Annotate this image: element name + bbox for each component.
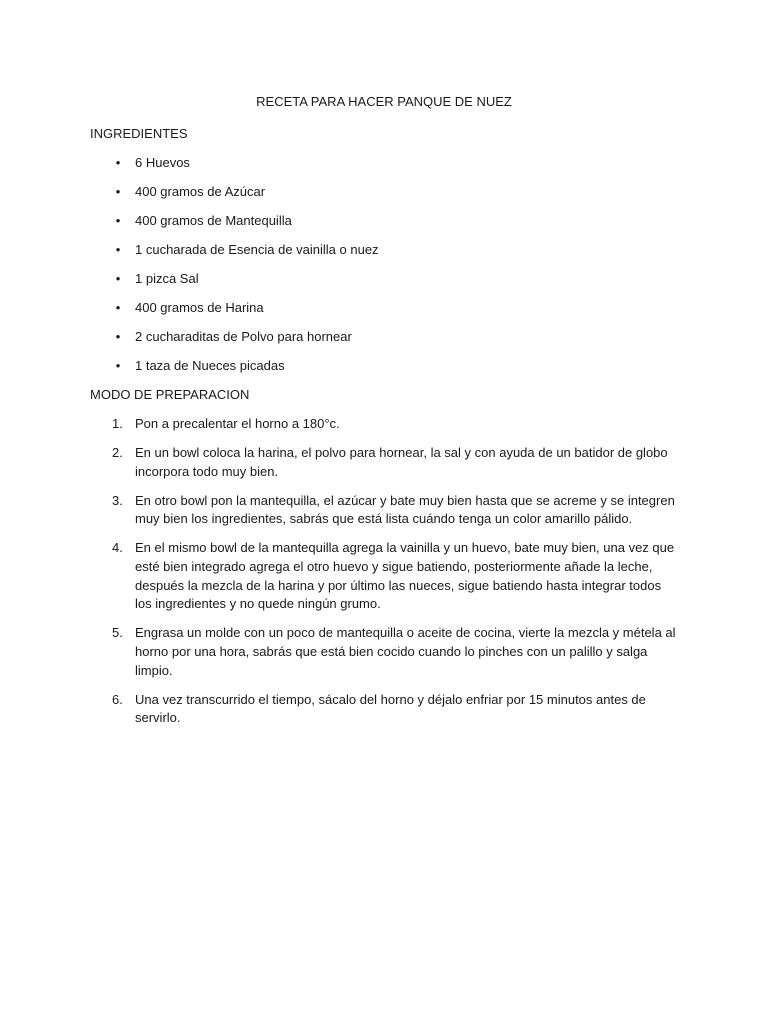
document-title: RECETA PARA HACER PANQUE DE NUEZ	[256, 94, 512, 109]
step-item	[90, 691, 678, 728]
ingredient-item	[90, 241, 678, 259]
ingredient-text: 1 cucharada de Esencia de vainilla o nuez	[135, 242, 379, 257]
ingredient-item	[90, 183, 678, 201]
ingredient-item	[90, 357, 678, 375]
bullet-icon: •	[115, 184, 121, 199]
step-number: 6.	[112, 691, 123, 707]
bullet-icon: •	[115, 300, 121, 315]
ingredient-item	[90, 328, 678, 346]
preparation-heading: MODO DE PREPARACION	[90, 387, 250, 402]
step-item	[90, 492, 678, 529]
step-text: Pon a precalentar el horno a 180°c.	[135, 416, 340, 431]
bullet-icon: •	[115, 358, 121, 373]
bullet-icon: •	[115, 329, 121, 344]
step-item	[90, 444, 678, 481]
step-text: Una vez transcurrido el tiempo, sácalo del horno y déjalo enfriar por 15 minutos antes de servirlo.	[135, 691, 646, 726]
ingredient-text: 1 pizca Sal	[135, 271, 199, 286]
ingredient-text: 2 cucharaditas de Polvo para hornear	[135, 329, 352, 344]
step-number: 3.	[112, 492, 123, 508]
step-text: En un bowl coloca la harina, el polvo para hornear, la sal y con ayuda de un batidor de globo incorpora todo muy bien.	[135, 445, 668, 479]
step-number: 4.	[112, 540, 123, 556]
step-item	[90, 624, 678, 680]
ingredient-text: 400 gramos de Mantequilla	[135, 213, 292, 228]
ingredient-item	[90, 154, 678, 172]
bullet-icon: •	[115, 242, 121, 257]
ingredients-heading: INGREDIENTES	[90, 126, 188, 141]
step-text: En otro bowl pon la mantequilla, el azúcar y bate muy bien hasta que se acreme y se integren muy bien los ingredientes, sabrás que está lista cuándo tenga un color amarillo pálido.	[135, 492, 675, 527]
ingredient-item	[90, 212, 678, 230]
step-text: Engrasa un molde con un poco de mantequilla o aceite de cocina, vierte la mezcla y métela al horno por una hora, sabrás que está bien cocido cuando lo pinches con un palillo y salga limpio.	[135, 625, 676, 678]
bullet-icon: •	[115, 213, 121, 228]
bullet-icon: •	[115, 271, 121, 286]
step-number: 5.	[112, 625, 123, 641]
ingredient-item	[90, 270, 678, 288]
ingredient-item	[90, 299, 678, 317]
ingredients-list	[90, 154, 678, 375]
ingredient-text: 400 gramos de Azúcar	[135, 184, 266, 199]
step-number: 2.	[112, 445, 123, 461]
step-item	[90, 415, 678, 434]
ingredient-text: 6 Huevos	[135, 155, 190, 170]
preparation-steps-list	[90, 415, 678, 728]
step-number: 1.	[112, 416, 123, 431]
ingredient-text: 400 gramos de Harina	[135, 300, 264, 315]
ingredient-text: 1 taza de Nueces picadas	[135, 358, 285, 373]
bullet-icon: •	[115, 155, 121, 170]
step-text: En el mismo bowl de la mantequilla agrega la vainilla y un huevo, bate muy bien, una vez que esté bien integrado agrega el otro huevo y sigue batiendo, posteriormente añade la leche, después la mezcla de la harina y por último las nueces, sigue batiendo hasta integrar todos los ingredientes y no quede ningún grumo.	[135, 540, 675, 612]
step-item	[90, 539, 678, 613]
